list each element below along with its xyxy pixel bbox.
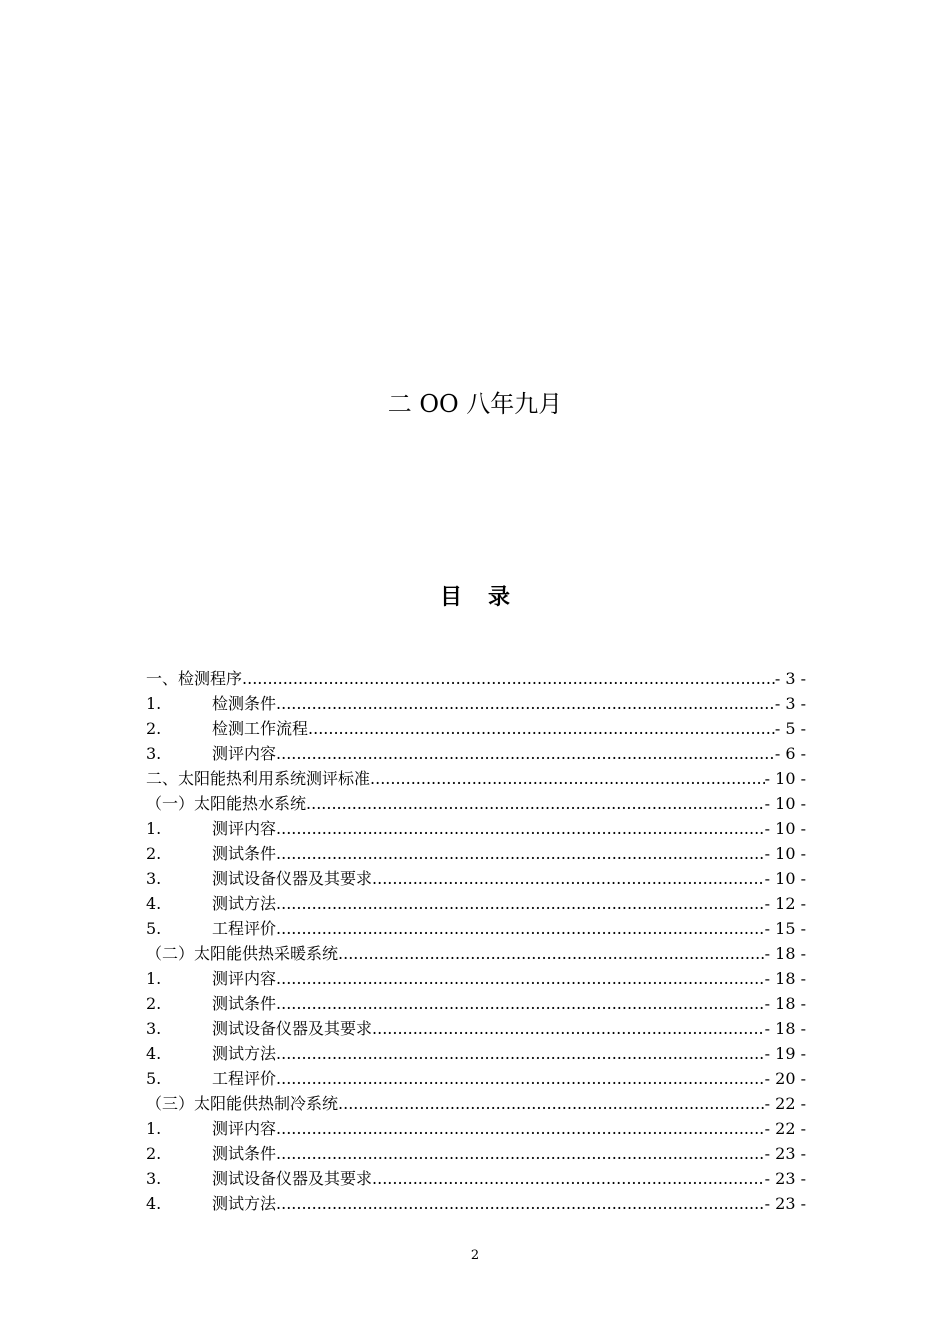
toc-entry-title: 二、太阳能热利用系统测评标准 — [146, 769, 371, 788]
toc-entry-number: 5. — [146, 919, 162, 938]
toc-leader-dots — [338, 941, 765, 966]
toc-entry-number: 3. — [146, 1019, 162, 1038]
toc-leader-dots — [338, 1091, 765, 1116]
toc-entry-page: - 18 - — [764, 969, 806, 988]
toc-title-char-2: 录 — [488, 584, 511, 610]
toc-entry[interactable] — [146, 841, 806, 866]
toc-leader-dots — [276, 966, 765, 991]
toc-entry-page: - 18 - — [764, 1019, 806, 1038]
toc-entry-page: - 22 - — [764, 1094, 806, 1113]
toc-entry-title: 测评内容 — [212, 969, 277, 988]
toc-title — [0, 580, 950, 611]
toc-entry-title: 一、检测程序 — [146, 669, 243, 688]
toc-entry-title: 测试条件 — [212, 994, 277, 1013]
toc-entry-title: （二）太阳能供热采暖系统 — [146, 944, 339, 963]
toc-entry[interactable] — [146, 1091, 806, 1116]
toc-entry-title: 工程评价 — [212, 1069, 277, 1088]
toc-entry[interactable] — [146, 766, 806, 791]
toc-entry[interactable] — [146, 991, 806, 1016]
toc-entry-number: 2. — [146, 1144, 162, 1163]
toc-entry[interactable] — [146, 966, 806, 991]
toc-entry[interactable] — [146, 891, 806, 916]
toc-entry-title: 检测条件 — [212, 694, 277, 713]
toc-entry-page: - 20 - — [764, 1069, 806, 1088]
toc-entry-number: 4. — [146, 894, 162, 913]
toc-entry-number: 2. — [146, 719, 162, 738]
toc-entry-page: - 12 - — [764, 894, 806, 913]
toc-entry-number: 1. — [146, 694, 162, 713]
toc-entry[interactable] — [146, 1066, 806, 1091]
toc-entry[interactable] — [146, 916, 806, 941]
toc-entry-title: 测试方法 — [212, 1194, 277, 1213]
toc-entry-number: 1. — [146, 819, 162, 838]
toc-entry-page: - 10 - — [764, 819, 806, 838]
toc-entry-page: - 3 - — [774, 694, 806, 713]
toc-entry[interactable] — [146, 816, 806, 841]
toc-entry-page: - 18 - — [764, 994, 806, 1013]
toc-entry-page: - 23 - — [764, 1194, 806, 1213]
toc-entry-page: - 10 - — [764, 844, 806, 863]
table-of-contents — [146, 666, 806, 1216]
toc-entry-number: 3. — [146, 744, 162, 763]
toc-entry[interactable] — [146, 1041, 806, 1066]
toc-leader-dots — [242, 666, 775, 691]
toc-entry-number: 4. — [146, 1194, 162, 1213]
toc-entry-page: - 6 - — [774, 744, 806, 763]
toc-entry-number: 5. — [146, 1069, 162, 1088]
toc-entry-number: 1. — [146, 969, 162, 988]
toc-entry-title: （一）太阳能热水系统 — [146, 794, 307, 813]
toc-leader-dots — [372, 1166, 765, 1191]
toc-leader-dots — [276, 691, 775, 716]
toc-leader-dots — [276, 1191, 765, 1216]
toc-entry-number: 1. — [146, 1119, 162, 1138]
toc-leader-dots — [372, 1016, 765, 1041]
toc-entry[interactable] — [146, 1016, 806, 1041]
toc-entry-number: 4. — [146, 1044, 162, 1063]
toc-entry-title: （三）太阳能供热制冷系统 — [146, 1094, 339, 1113]
toc-entry[interactable] — [146, 1116, 806, 1141]
toc-leader-dots — [276, 1041, 765, 1066]
toc-entry-page: - 18 - — [764, 944, 806, 963]
toc-entry-title: 检测工作流程 — [212, 719, 309, 738]
toc-entry-title: 测试条件 — [212, 844, 277, 863]
toc-entry-page: - 10 - — [764, 769, 806, 788]
toc-leader-dots — [370, 766, 765, 791]
toc-leader-dots — [276, 1141, 765, 1166]
toc-entry[interactable] — [146, 941, 806, 966]
toc-leader-dots — [276, 991, 765, 1016]
toc-leader-dots — [276, 1066, 765, 1091]
toc-entry-page: - 10 - — [764, 869, 806, 888]
toc-entry-page: - 19 - — [764, 1044, 806, 1063]
toc-entry-page: - 3 - — [774, 669, 806, 688]
toc-entry-number: 3. — [146, 869, 162, 888]
toc-entry-number: 2. — [146, 844, 162, 863]
toc-entry[interactable] — [146, 866, 806, 891]
toc-title-char-1: 目 — [439, 584, 462, 610]
toc-entry-page: - 23 - — [764, 1169, 806, 1188]
toc-entry-title: 测评内容 — [212, 744, 277, 763]
toc-leader-dots — [276, 891, 765, 916]
toc-leader-dots — [372, 866, 765, 891]
toc-entry[interactable] — [146, 691, 806, 716]
toc-entry-number: 2. — [146, 994, 162, 1013]
toc-leader-dots — [276, 816, 765, 841]
toc-entry-page: - 15 - — [764, 919, 806, 938]
page-number: 2 — [470, 1248, 480, 1263]
date-line: 二 OO 八年九月 — [387, 390, 563, 418]
toc-entry-title: 工程评价 — [212, 919, 277, 938]
toc-entry-title: 测试设备仪器及其要求 — [212, 1169, 373, 1188]
toc-entry[interactable] — [146, 791, 806, 816]
toc-entry-page: - 5 - — [774, 719, 806, 738]
toc-entry-page: - 22 - — [764, 1119, 806, 1138]
toc-leader-dots — [306, 791, 765, 816]
toc-entry-title: 测试条件 — [212, 1144, 277, 1163]
toc-entry[interactable] — [146, 666, 806, 691]
toc-entry[interactable] — [146, 1191, 806, 1216]
toc-entry-title: 测试方法 — [212, 1044, 277, 1063]
toc-leader-dots — [276, 841, 765, 866]
toc-entry[interactable] — [146, 1166, 806, 1191]
toc-entry-title: 测评内容 — [212, 819, 277, 838]
toc-entry-title: 测试方法 — [212, 894, 277, 913]
toc-entry-title: 测试设备仪器及其要求 — [212, 1019, 373, 1038]
toc-entry-title: 测试设备仪器及其要求 — [212, 869, 373, 888]
toc-entry-page: - 23 - — [764, 1144, 806, 1163]
toc-leader-dots — [276, 916, 765, 941]
toc-leader-dots — [276, 741, 775, 766]
toc-leader-dots — [308, 716, 775, 741]
toc-entry-number: 3. — [146, 1169, 162, 1188]
toc-entry[interactable] — [146, 741, 806, 766]
toc-entry[interactable] — [146, 1141, 806, 1166]
toc-entry-title: 测评内容 — [212, 1119, 277, 1138]
toc-entry-page: - 10 - — [764, 794, 806, 813]
toc-leader-dots — [276, 1116, 765, 1141]
toc-entry[interactable] — [146, 716, 806, 741]
